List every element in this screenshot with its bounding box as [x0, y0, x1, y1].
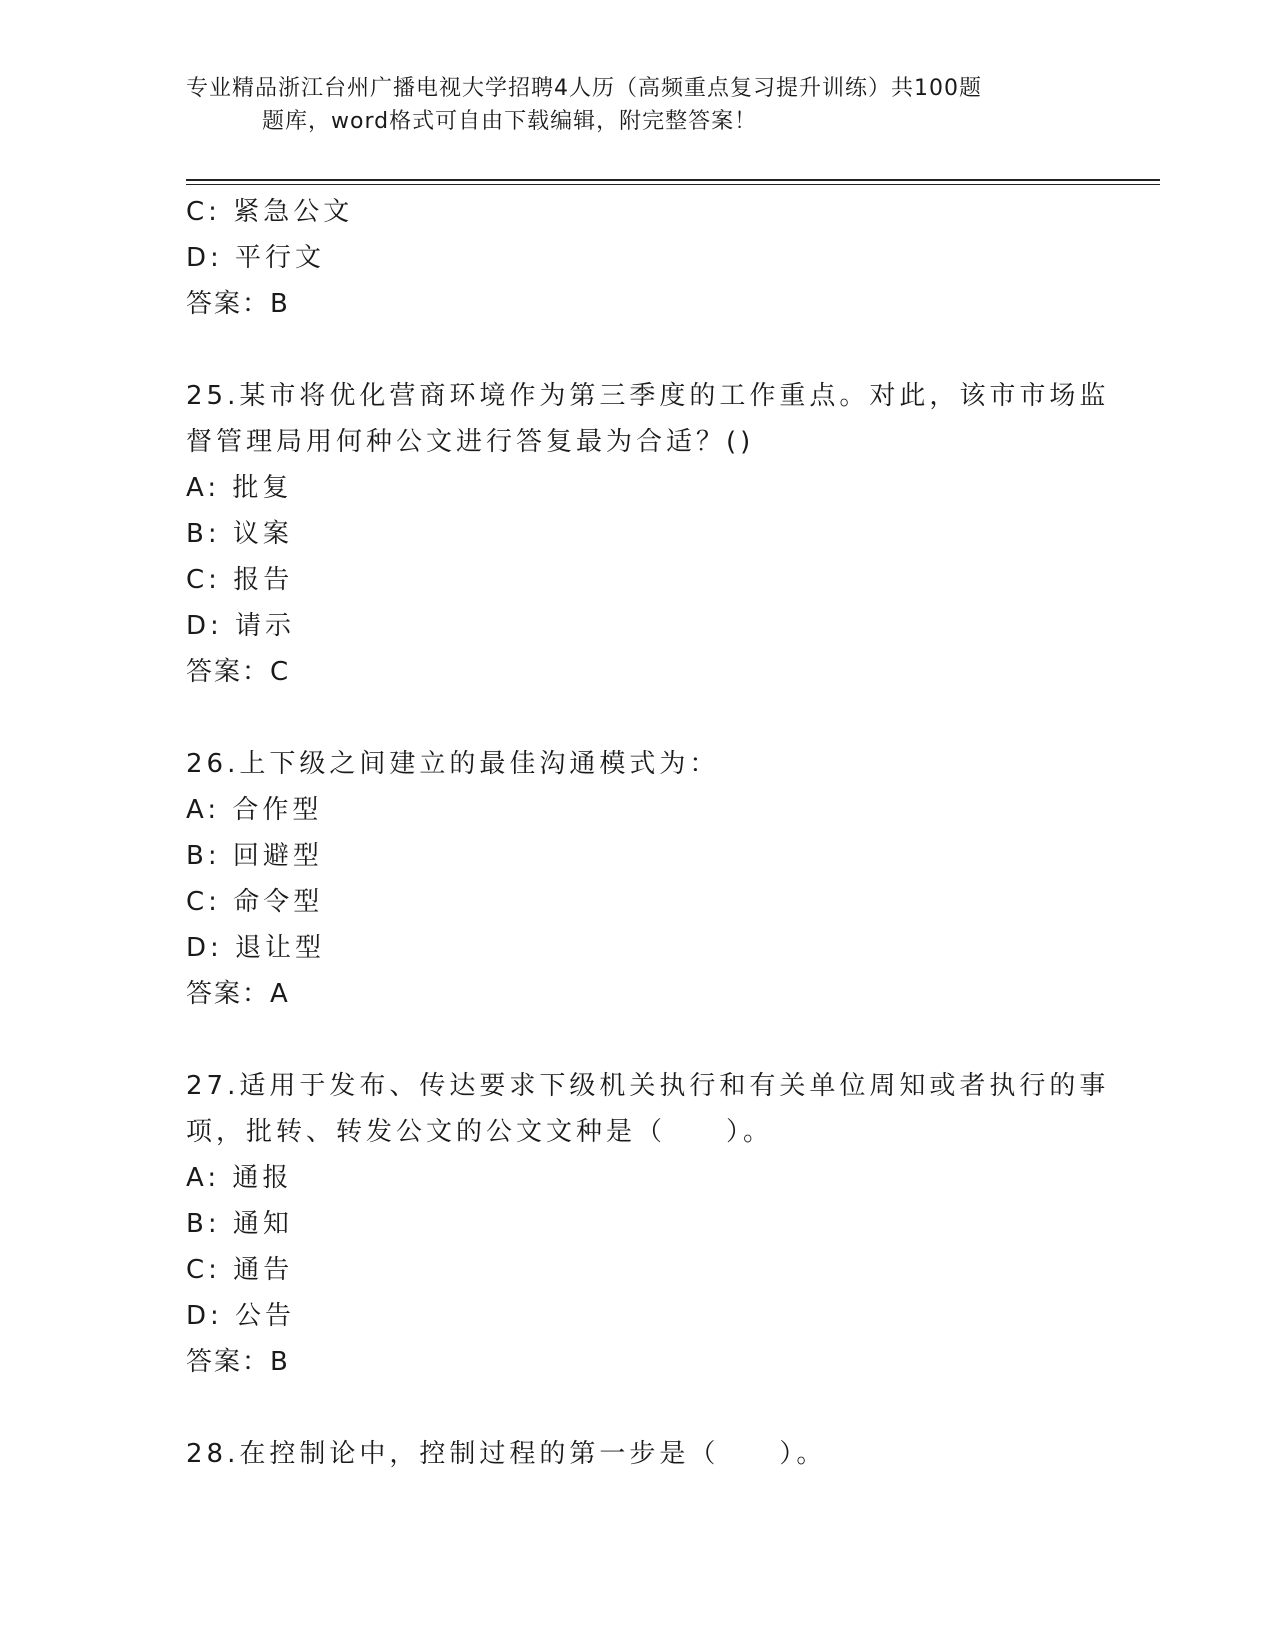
- question-text: 27.适用于发布、传达要求下级机关执行和有关单位周知或者执行的事: [186, 1071, 1110, 1101]
- answer-line: 答案：B: [186, 289, 290, 319]
- answer-line: 答案：A: [186, 979, 290, 1009]
- question-list: [186, 189, 1110, 1477]
- question-text: 26.上下级之间建立的最佳沟通模式为：: [186, 749, 720, 779]
- option-line: C: 报告: [186, 565, 294, 595]
- option-line: D: 公告: [186, 1301, 296, 1331]
- question-text: 督管理局用何种公文进行答复最为合适？(): [186, 427, 755, 457]
- option-line: A: 批复: [186, 473, 293, 503]
- option-line: B: 回避型: [186, 841, 323, 871]
- option-line: A: 合作型: [186, 795, 323, 825]
- option-line: D: 请示: [186, 611, 296, 641]
- document-header: [186, 72, 1086, 138]
- header-rule-thick: [186, 179, 1160, 181]
- option-line: D: 退让型: [186, 933, 326, 963]
- header-rule-thin: [186, 184, 1160, 185]
- option-line: C: 通告: [186, 1255, 294, 1285]
- option-line: D: 平行文: [186, 243, 326, 273]
- header-title-line-2: 题库，word格式可自由下载编辑，附完整答案！: [262, 109, 758, 134]
- option-line: C: 命令型: [186, 887, 324, 917]
- question-text: 项，批转、转发公文的公文文种是（ ）。: [186, 1117, 774, 1147]
- option-line: B: 议案: [186, 519, 293, 549]
- option-line: B: 通知: [186, 1209, 293, 1239]
- header-title-line-1: 专业精品浙江台州广播电视大学招聘4人历（高频重点复习提升训练）共100题: [186, 76, 982, 101]
- answer-line: 答案：C: [186, 657, 291, 687]
- answer-line: 答案：B: [186, 1347, 290, 1377]
- option-line: A: 通报: [186, 1163, 293, 1193]
- question-text: 25.某市将优化营商环境作为第三季度的工作重点。对此，该市市场监: [186, 381, 1110, 411]
- question-text: 28.在控制论中，控制过程的第一步是（ ）。: [186, 1439, 827, 1469]
- option-line: C: 紧急公文: [186, 197, 354, 227]
